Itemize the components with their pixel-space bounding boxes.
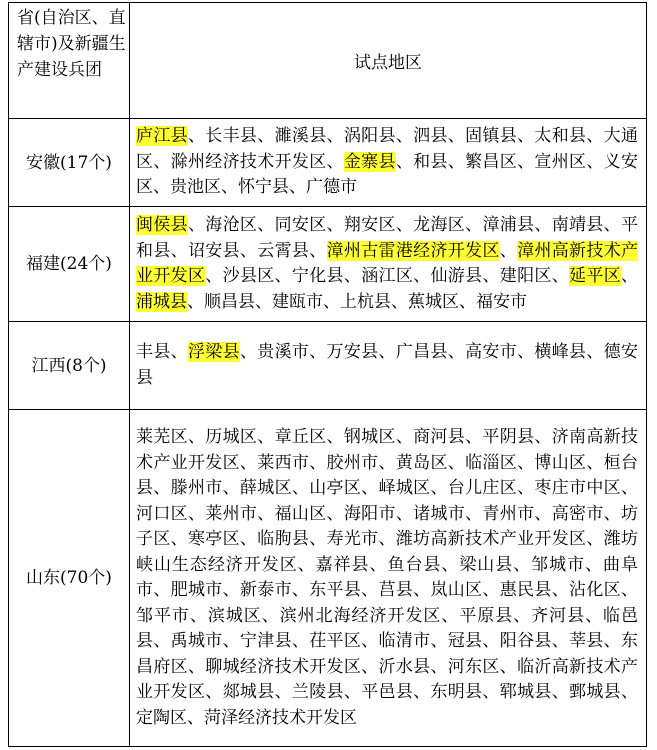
header-province-cell: 省(自治区、直辖市)及新疆生产建设兵团 (9, 3, 130, 119)
table-row (9, 207, 647, 322)
area-names-text: 丰县、 (136, 342, 188, 362)
highlighted-area-name: 浦城县 (136, 291, 187, 312)
highlighted-area-name: 闽侯县 (136, 215, 188, 235)
header-area-cell: 试点地区 (130, 3, 647, 119)
province-cell: 山东(70个) (9, 410, 130, 747)
areas-cell (130, 322, 647, 410)
province-cell: 安徽(17个) (9, 119, 130, 207)
highlighted-area-name: 庐江县 (136, 126, 188, 147)
highlighted-area-name: 浮梁县 (187, 342, 240, 362)
areas-cell (130, 207, 647, 322)
table-row (9, 410, 647, 747)
highlighted-area-name: 漳州高新技术产业开发区 (136, 240, 639, 286)
highlighted-area-name: 延平区 (569, 266, 622, 286)
area-names-text: 、沙县区、宁化县、涵江区、仙游县、建阳区、 (205, 266, 570, 286)
area-names-text: 、 (621, 266, 639, 286)
area-names-text: 、 (499, 240, 518, 261)
table-row (9, 119, 647, 207)
areas-cell (130, 410, 647, 747)
header-row (9, 3, 647, 119)
table-row (9, 322, 647, 410)
province-cell: 福建(24个) (9, 207, 130, 322)
area-names-text: 、长丰县、濉溪县、涡阳县、泗县、固镇县、太和县、大通区、滁州经济技术开发区、 (136, 126, 639, 172)
area-names-text: 、贵溪市、万安县、广昌县、高安市、横峰县、德安县 (136, 342, 639, 388)
areas-cell (130, 119, 647, 207)
area-names-text: 、海沧区、同安区、翔安区、龙海区、漳浦县、南靖县、平和县、诏安县、云霄县、 (136, 215, 639, 261)
area-names-text: 莱芜区、历城区、章丘区、钢城区、商河县、平阴县、济南高新技术产业开发区、莱西市、胶州市、黄岛区、临淄区、博山区、桓台县、滕州市、薛城区、山亭区、峄城区、台儿庄区、枣庄市中区、 河口区、莱州市、福山区、海阳市、诸城市、青州市、高密市、坊子区、寒亭区、临朐县、寿光市、潍坊高新技术产业开发区、潍坊峡山生态经济开发区、嘉祥县、鱼台县、梁山县、邹城市、曲阜市、肥城市、新泰市、东平县、莒县、岚山区、惠民县、沾化区、邹平市、滨城区、滨州北海经济开发区、平原县、齐河县、临邑县、禹城市、宁津县、茌平区、临清市、冠县、阳谷县、莘县、东昌府区、聊城经济技术开发区、沂水县、河东区、临沂高新技术产业开发区、郯城县、兰陵县、平邑县、东明县、郓城县、鄄城县、定陶区、菏泽经济技术开发区 (136, 427, 638, 728)
area-names-text: 、和县、繁昌区、宣州区、义安区、贵池区、怀宁县、广德市 (136, 151, 639, 198)
pilot-areas-table (8, 2, 647, 747)
province-cell: 江西(8个) (9, 322, 130, 410)
highlighted-area-name: 漳州古雷港经济开发区 (326, 240, 500, 261)
area-names-text: 、顺昌县、建瓯市、上杭县、蕉城区、福安市 (187, 291, 527, 312)
highlighted-area-name: 金寨县 (343, 151, 396, 172)
